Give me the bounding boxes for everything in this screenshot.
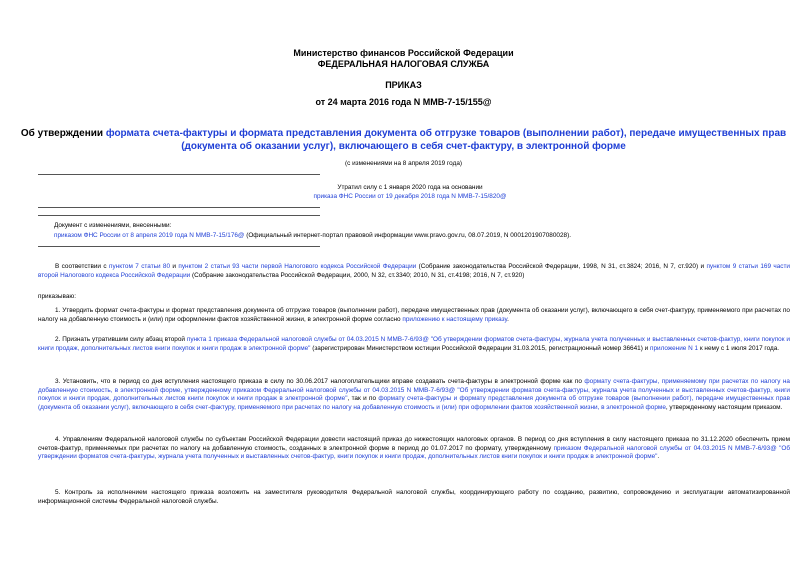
title-format-link[interactable]: формата счета-фактуры и формата представления документа об отгрузке товаров (выполнении работ), передаче имущественных прав (документа об оказании услуг), включающего в себя счет-фактуру, в электронной форме [105, 128, 787, 152]
changes-source: (Официальный интернет-портал правовой информации www.pravo.gov.ru, 08.07.2019, N 0001201907080028). [244, 232, 571, 239]
amendment-note: (с изменениями на 8 апреля 2019 года) [345, 160, 462, 167]
divider [38, 174, 320, 175]
divider [38, 215, 320, 216]
order-item-5: 5. Контроль за исполнением настоящего приказа возложить на заместителя руководителя Федеральной налоговой службы, координирующего работу по созданию, развитию, сопровождению и эксплуатации автоматизированной информационной системы Федеральной налоговой службы. [38, 489, 790, 505]
order-word: приказываю: [38, 293, 76, 300]
article-80-link[interactable]: пунктом 7 статьи 80 [109, 263, 171, 270]
repeal-order-link[interactable]: приказа ФНС России от 19 декабря 2018 года N ММВ-7-15/820@ [313, 193, 507, 200]
divider [38, 207, 320, 208]
preamble-paragraph: В соответствии с пунктом 7 статьи 80 и пунктом 2 статьи 93 части первой Налогового кодекса Российской Федерации (Собрание законодательства Российской Федерации, 1998, N 31, ст.3824; 2016, N 7, ст.920) и пунктом 9 статьи 169 части второй Налогового кодекса Российской Федерации (Собрание законодательства Российской Федерации, 2000, N 32, ст.3340; 2010, N 31, ст.4198; 2016, N 7, ст.920) [38, 263, 790, 279]
order-item-1: 1. Утвердить формат счета-фактуры и формат представления документа об отгрузке товаров (выполнении работ), передаче имущественных прав (документа об оказании услуг), включающего в себя счет-фактуру, применяемого при расчетах по налогу на добавленную стоимость и (или) при оформлении фактов хозяйственной жизни, в электронной форме согласно приложению к настоящему приказу. [38, 307, 790, 323]
article-93-link[interactable]: пунктом 2 статьи 93 части первой Налогового кодекса Российской Федерации [178, 263, 417, 270]
appendix-1-link[interactable]: приложение N 1 [649, 344, 699, 352]
divider [38, 246, 320, 247]
document-title [10, 127, 797, 153]
status-line: Утратил силу с 1 января 2020 года на основании [337, 184, 483, 191]
changes-order-link[interactable]: приказом ФНС России от 8 апреля 2019 года N ММВ-7-15/176@ [54, 232, 245, 239]
title-prefix: Об утверждении [20, 128, 106, 139]
appendix-link[interactable]: приложению к настоящему приказу [402, 315, 508, 323]
old-format-link[interactable]: формату счета-фактуры, применяемому при расчетах по налогу на добавленную стоимость, в электронной форме, утвержденному приказом Федеральной налоговой службы от 04.03.2015 N ММВ-7-6/93@ "Об утверждении форматов счета-фактуры, журнала учета полученных и выставленных счетов-фактур, книги покупок и книги продаж, дополнительных листов книги покупок и книги продаж в электронной форме" [38, 378, 790, 402]
order-item-2: 2. Признать утратившим силу абзац второй пункта 1 приказа Федеральной налоговой службы от 04.03.2015 N ММВ-7-6/93@ "Об утверждении форматов счета-фактуры, журнала учета полученных и выставленных счетов-фактур, книги покупок и книги продаж, дополнительных листов книги покупок и книги продаж в электронной форме" (зарегистрирован Министерством юстиции Российской Федерации 31.03.2015, регистрационный номер 36641) и приложение N 1 к нему с 1 июля 2017 года. [38, 336, 791, 352]
document-type: ПРИКАЗ [385, 80, 422, 90]
changes-intro: Документ с изменениями, внесенными: [54, 222, 172, 229]
article-169-link[interactable]: пунктом 9 статьи 169 части второй Налогового кодекса Российской Федерации [38, 263, 790, 279]
document-date-number: от 24 марта 2016 года N ММВ-7-15/155@ [315, 97, 492, 107]
service-name: ФЕДЕРАЛЬНАЯ НАЛОГОВАЯ СЛУЖБА [317, 59, 490, 69]
changes-line [54, 232, 571, 240]
new-format-link[interactable]: формату счета-фактуры и формату представления документа об отгрузке товаров (выполнении работ), передаче имущественных прав (документа об оказании услуг), включающего в себя счет-фактуру, применяемого при расчетах по налогу на добавленную стоимость и (или) при оформлении фактов хозяйственной жизни, в электронной форме [38, 395, 790, 411]
order-93-format-link[interactable]: приказом Федеральной налоговой службы от 04.03.2015 N ММВ-7-6/93@ "Об утверждении форматов счета-фактуры, журнала учета полученных и выставленных счетов-фактур, книги покупок и книги продаж, дополнительных листов книги покупок и книги продаж в электронной форме" [38, 444, 790, 460]
order-item-3: 3. Установить, что в период со дня вступления настоящего приказа в силу по 30.06.2017 налогоплательщики вправе создавать счета-фактуры в электронной форме как по формату счета-фактуры, применяемому при расчетах по налогу на добавленную стоимость, в электронной форме, утвержденному приказом Федеральной налоговой службы от 04.03.2015 N ММВ-7-6/93@ "Об утверждении форматов счета-фактуры, журнала учета полученных и выставленных счетов-фактур, книги покупок и книги продаж, дополнительных листов книги покупок и книги продаж в электронной форме", так и по формату счета-фактуры и формату представления документа об отгрузке товаров (выполнении работ), передаче имущественных прав (документа об оказании услуг), включающего в себя счет-фактуру, применяемого при расчетах по налогу на добавленную стоимость и (или) при оформлении фактов хозяйственной жизни, в электронной форме, утвержденному настоящим приказом. [38, 378, 790, 411]
order-93-link[interactable]: пункта 1 приказа Федеральной налоговой службы от 04.03.2015 N ММВ-7-6/93@ "Об утверждении форматов счета-фактуры, журнала учета полученных и выставленных счетов-фактур, книги покупок и книги продаж, дополнительных листов книги покупок и книги продаж в электронной форме" [38, 336, 791, 352]
order-item-4: 4. Управлениям Федеральной налоговой службы по субъектам Российской Федерации довести настоящий приказ до нижестоящих налоговых органов. В период со дня вступления в силу настоящего приказа по 31.12.2020 обеспечить прием счетов-фактур, применяемых при расчетах по налогу на добавленную стоимость, созданных в электронной форме в период до 01.07.2017 по формату, утвержденному приказом Федеральной налоговой службы от 04.03.2015 N ММВ-7-6/93@ "Об утверждении форматов счета-фактуры, журнала учета полученных и выставленных счетов-фактур, книги покупок и книги продаж, дополнительных листов книги покупок и книги продаж в электронной форме". [38, 436, 790, 460]
ministry-name: Министерство финансов Российской Федерации [293, 48, 514, 58]
